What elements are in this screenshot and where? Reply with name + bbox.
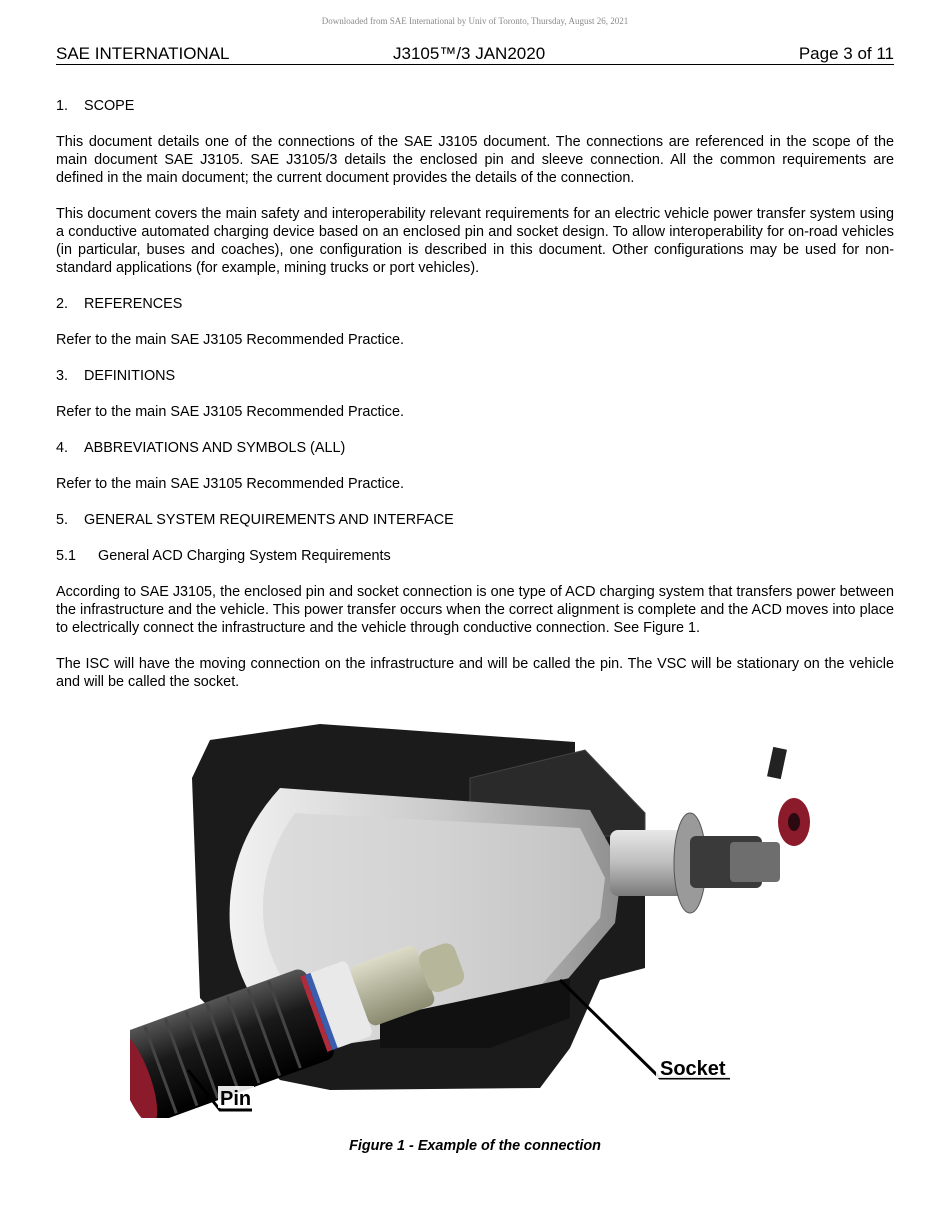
socket-label: Socket xyxy=(660,1058,726,1080)
section-title: SCOPE xyxy=(84,98,135,114)
section-2-heading xyxy=(56,295,894,313)
abbreviations-paragraph: Refer to the main SAE J3105 Recommended Practice. xyxy=(56,476,404,492)
download-watermark: Downloaded from SAE International by Univ of Toronto, Thursday, August 26, 2021 xyxy=(321,16,629,26)
section-4-heading xyxy=(56,439,894,457)
figure-1-pin-socket-illustration xyxy=(130,718,820,1118)
header-doc-id: J3105™/3 JAN2020 xyxy=(393,44,546,63)
connection-illustration xyxy=(130,718,820,1118)
section-title: General ACD Charging System Requirements xyxy=(98,548,391,564)
section-5-1-heading xyxy=(56,547,894,565)
section-title: REFERENCES xyxy=(84,296,183,312)
section-5-heading xyxy=(56,511,894,529)
section-title: GENERAL SYSTEM REQUIREMENTS AND INTERFACE xyxy=(84,512,454,528)
section-number: 4. xyxy=(56,440,69,456)
acd-requirements-paragraph-2: The ISC will have the moving connection on the infrastructure and will be called the pin. The VSC will be stationary on the vehicle and will be called the socket. xyxy=(56,656,894,690)
references-paragraph: Refer to the main SAE J3105 Recommended Practice. xyxy=(56,332,404,348)
section-3-heading xyxy=(56,367,894,385)
socket-top-tab xyxy=(767,747,787,779)
section-number: 5.1 xyxy=(56,548,77,564)
section-number: 1. xyxy=(56,98,69,114)
scope-paragraph-2: This document covers the main safety and interoperability relevant requirements for an electric vehicle power transfer system using a conductive automated charging device based on an enclosed pin and socket design. To allow interoperability for on-road vehicles (in particular, buses and coaches), one configuration is described in this document. Other configurations may be used for non-standard applications (for example, mining trucks or port vehicles). xyxy=(56,206,894,276)
socket-end-cap-hole xyxy=(788,813,800,831)
header-page-number: Page 3 of 11 xyxy=(798,44,894,63)
figure-caption: Figure 1 - Example of the connection xyxy=(349,1138,601,1154)
acd-requirements-paragraph-1: According to SAE J3105, the enclosed pin and socket connection is one type of ACD charging system that transfers power between the infrastructure and the vehicle. This power transfer occurs when the correct alignment is complete and the ACD moves into place to electrically connect the infrastructure and the vehicle through conductive connection. See Figure 1. xyxy=(56,584,894,636)
socket-contact-spring xyxy=(730,842,780,882)
header-org: SAE INTERNATIONAL xyxy=(56,44,230,63)
document-body xyxy=(56,97,894,709)
page-header xyxy=(56,44,894,65)
section-title: DEFINITIONS xyxy=(84,368,176,384)
scope-paragraph-1: This document details one of the connections of the SAE J3105 document. The connections are referenced in the scope of the main document SAE J3105. SAE J3105/3 details the enclosed pin and sleeve connection. All the common requirements are defined in the main document; the current document provides the details of the connection. xyxy=(56,134,894,186)
definitions-paragraph: Refer to the main SAE J3105 Recommended Practice. xyxy=(56,404,404,420)
pin-label: Pin xyxy=(220,1088,252,1110)
section-title: ABBREVIATIONS AND SYMBOLS (ALL) xyxy=(84,440,346,456)
section-number: 5. xyxy=(56,512,69,528)
section-number: 3. xyxy=(56,368,69,384)
section-1-heading xyxy=(56,97,894,115)
section-number: 2. xyxy=(56,296,69,312)
